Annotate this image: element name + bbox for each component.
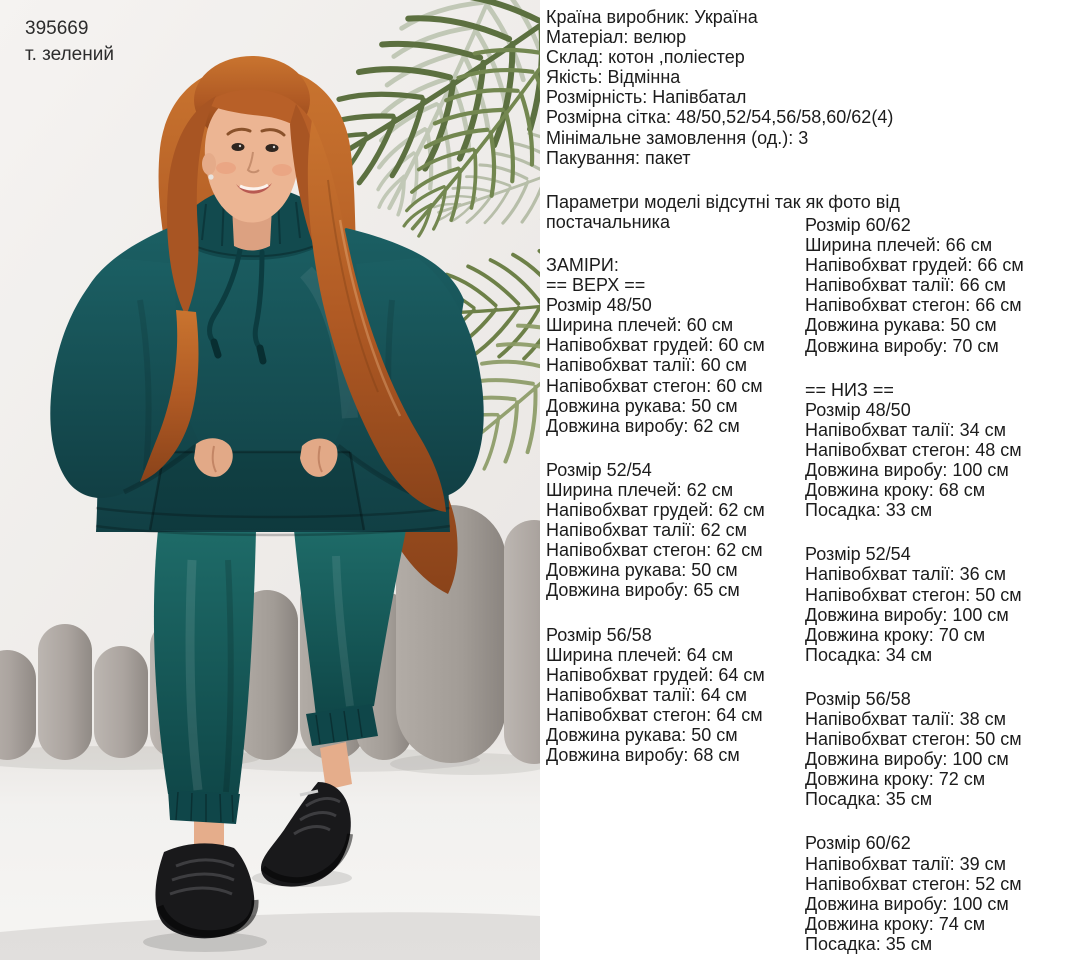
text-line: Напівобхват стегон: 64 см <box>546 704 763 725</box>
text-line: Напівобхват грудей: 64 см <box>546 664 765 685</box>
text-line: Мінімальне замовлення (од.): 3 <box>546 127 809 148</box>
text-line: Розмір 56/58 <box>805 688 911 709</box>
text-line: Розмірність: Напівбатал <box>546 87 747 108</box>
text-line: Напівобхват грудей: 62 см <box>546 500 765 521</box>
text-line: Ширина плечей: 62 см <box>546 479 734 500</box>
text-line: Ширина плечей: 60 см <box>546 315 734 336</box>
text-line: Посадка: 35 см <box>805 933 933 954</box>
text-line: Довжина рукава: 50 см <box>805 315 997 336</box>
text-line: Розмір 60/62 <box>805 215 911 235</box>
measurement-block <box>805 544 1024 665</box>
text-line: Напівобхват стегон: 50 см <box>805 584 1022 605</box>
text-line: Довжина виробу: 68 см <box>546 745 740 766</box>
text-line: Напівобхват стегон: 60 см <box>546 375 763 396</box>
text-line: Довжина рукава: 50 см <box>546 724 738 745</box>
text-line: Напівобхват стегон: 48 см <box>805 439 1022 460</box>
text-line: Розмірна сітка: 48/50,52/54,56/58,60/62(4) <box>546 107 894 128</box>
product-info-list <box>546 7 893 168</box>
text-line: Напівобхват талії: 36 см <box>805 564 1007 585</box>
text-line: Напівобхват талії: 62 см <box>546 520 748 541</box>
text-line: Матеріал: велюр <box>546 27 687 48</box>
text-line: Довжина виробу: 100 см <box>805 460 1009 481</box>
measurement-block <box>805 380 1024 521</box>
text-line: == ВЕРХ == <box>546 275 646 296</box>
text-line: Довжина кроку: 70 см <box>805 624 986 645</box>
text-line: Розмір 48/50 <box>546 295 652 316</box>
text-line: Довжина виробу: 62 см <box>546 415 740 436</box>
text-line: Напівобхват талії: 60 см <box>546 355 748 376</box>
text-line: Якість: Відмінна <box>546 67 681 88</box>
text-line: Пакування: пакет <box>546 147 691 168</box>
text-line: Довжина виробу: 65 см <box>546 580 740 601</box>
text-line: Довжина рукава: 50 см <box>546 395 738 416</box>
text-line: == НИЗ == <box>805 379 894 400</box>
supplier-note: Параметри моделі відсутні так як фото від постачальника <box>546 192 900 233</box>
text-line: Довжина виробу: 70 см <box>805 335 999 356</box>
measurement-block <box>805 215 1024 356</box>
text-line: Посадка: 33 см <box>805 500 933 521</box>
text-line: Напівобхват талії: 64 см <box>546 684 748 705</box>
text-line: Напівобхват талії: 38 см <box>805 708 1007 729</box>
text-line: Напівобхват талії: 66 см <box>805 275 1007 296</box>
text-line: Ширина плечей: 64 см <box>546 644 734 665</box>
product-color-label: т. зелений <box>25 44 114 65</box>
text-line: Розмір 60/62 <box>805 833 911 854</box>
measurement-block <box>546 460 765 601</box>
measurements-column-bottom <box>805 215 1024 978</box>
text-line: Напівобхват стегон: 62 см <box>546 540 763 561</box>
product-code: 395669 <box>25 18 89 39</box>
measurement-block <box>546 625 765 766</box>
text-line: Напівобхват грудей: 60 см <box>546 335 765 356</box>
measurement-block <box>546 255 765 436</box>
text-line: Склад: котон ,поліестер <box>546 47 745 68</box>
text-line: Розмір 52/54 <box>546 459 652 480</box>
text-line: Розмір 52/54 <box>805 544 911 565</box>
text-line: Напівобхват грудей: 66 см <box>805 255 1024 276</box>
text-line: Довжина виробу: 100 см <box>805 749 1009 770</box>
text-line: Розмір 56/58 <box>546 624 652 645</box>
text-line: Розмір 48/50 <box>805 399 911 420</box>
measurement-block <box>805 833 1024 954</box>
text-line: Довжина рукава: 50 см <box>546 560 738 581</box>
text-line: Довжина кроку: 74 см <box>805 913 986 934</box>
measurements-column-top <box>546 255 765 789</box>
text-line: Довжина кроку: 72 см <box>805 769 986 790</box>
text-line: Напівобхват стегон: 66 см <box>805 295 1022 316</box>
text-line: Напівобхват талії: 39 см <box>805 853 1007 874</box>
text-line: Країна виробник: Україна <box>546 7 758 27</box>
text-line: Довжина кроку: 68 см <box>805 480 986 501</box>
text-line: Напівобхват талії: 34 см <box>805 419 1007 440</box>
text-line: Довжина виробу: 100 см <box>805 604 1009 625</box>
text-line: Посадка: 35 см <box>805 789 933 810</box>
text-line: Напівобхват стегон: 50 см <box>805 729 1022 750</box>
text-line: Довжина виробу: 100 см <box>805 893 1009 914</box>
text-line: Напівобхват стегон: 52 см <box>805 873 1022 894</box>
text-line: ЗАМІРИ: <box>546 255 619 275</box>
text-line: Ширина плечей: 66 см <box>805 235 993 256</box>
measurement-block <box>805 689 1024 810</box>
text-line: Посадка: 34 см <box>805 644 933 665</box>
